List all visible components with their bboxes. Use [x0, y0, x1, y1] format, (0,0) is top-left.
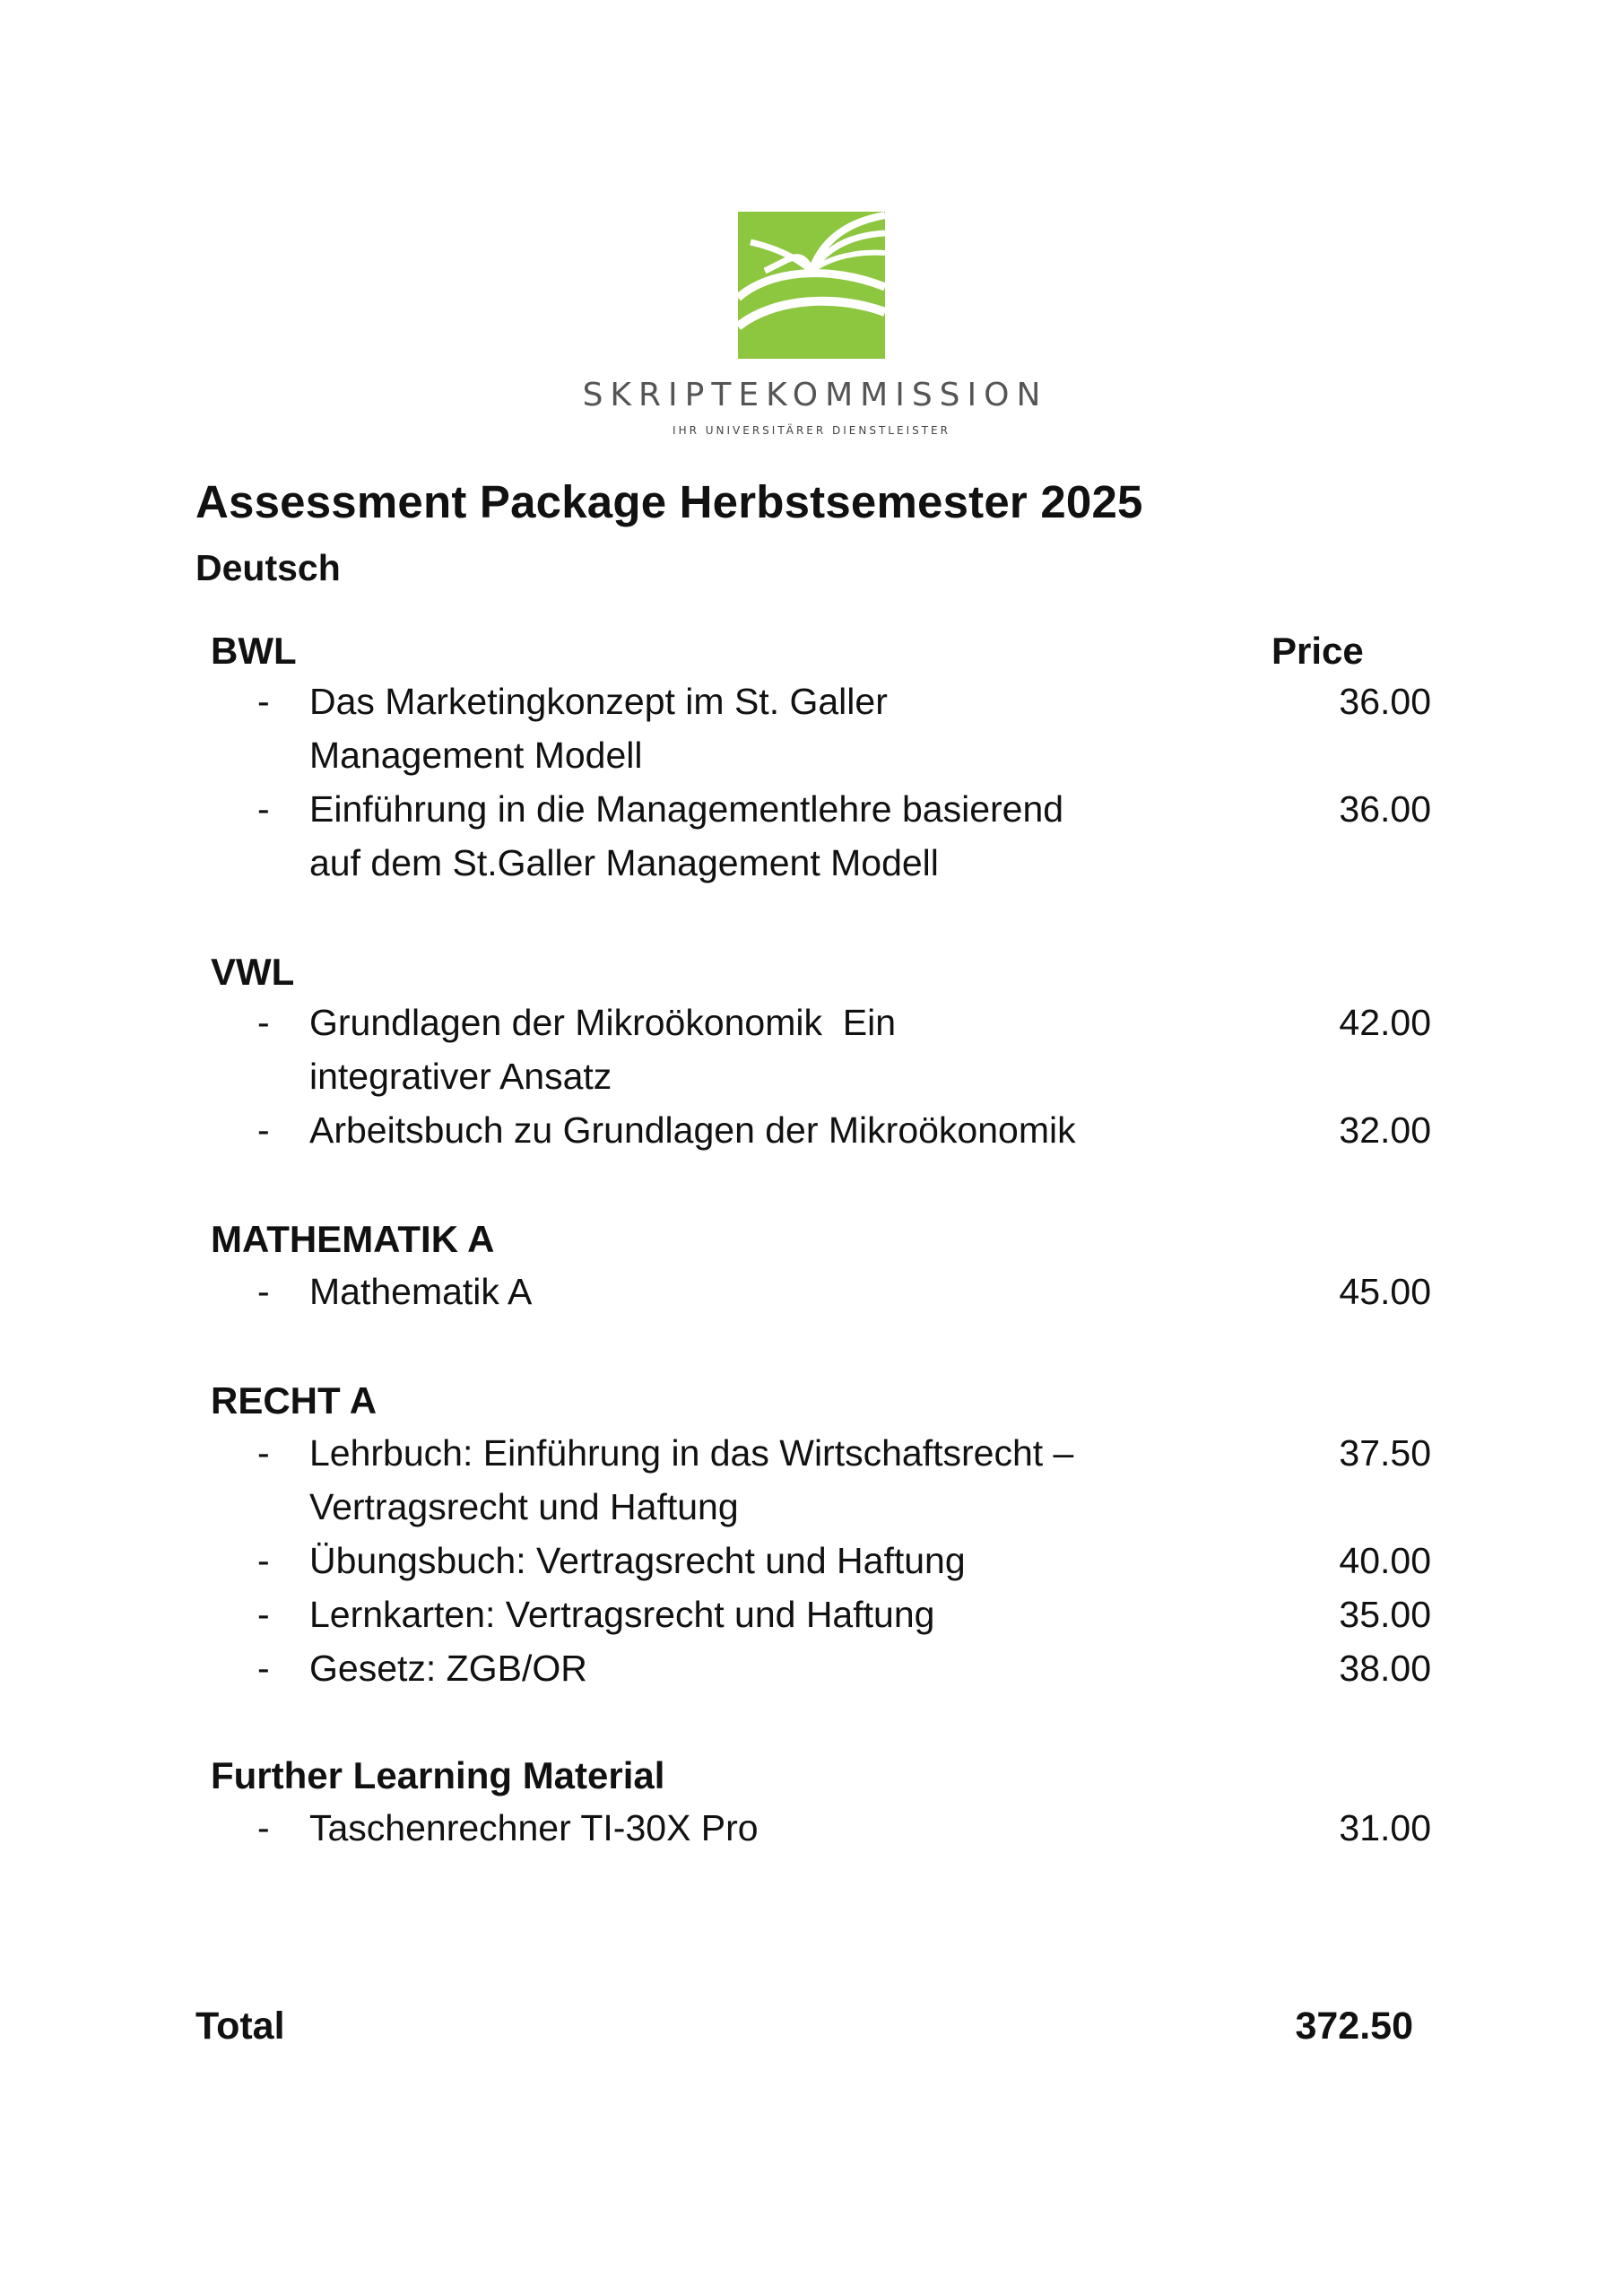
item-title	[309, 1426, 1206, 1534]
item-price: 37.50	[1339, 1432, 1431, 1474]
item-price: 45.00	[1339, 1271, 1431, 1312]
item-title-line: integrativer Ansatz	[309, 1056, 612, 1097]
item-dash: -	[257, 681, 270, 722]
item-title	[309, 1265, 1206, 1318]
item-title	[309, 1534, 1206, 1587]
price-column-header: Price	[1271, 630, 1364, 672]
item-title-line: Grundlagen der Mikroökonomik Ein	[309, 1002, 897, 1043]
item-title-line: Vertragsrecht und Haftung	[309, 1486, 739, 1527]
item-title	[309, 1103, 1206, 1157]
section-heading-vwl: VWL	[211, 951, 295, 993]
item-title-line: Übungsbuch: Vertragsrecht und Haftung	[309, 1540, 966, 1581]
section-heading-bwl: BWL	[211, 630, 297, 672]
logo	[0, 212, 1623, 437]
item-dash: -	[257, 788, 270, 830]
item-title	[309, 1641, 1206, 1695]
item-dash: -	[257, 1594, 270, 1635]
item-dash: -	[257, 1271, 270, 1312]
item-dash: -	[257, 1109, 270, 1151]
total-label: Total	[195, 2005, 285, 2048]
item-price: 42.00	[1339, 1002, 1431, 1043]
item-dash: -	[257, 1648, 270, 1689]
total-value: 372.50	[1295, 2005, 1413, 2048]
section-heading-mathematik-a: MATHEMATIK A	[211, 1218, 495, 1260]
item-price: 32.00	[1339, 1109, 1431, 1151]
item-dash: -	[257, 1540, 270, 1581]
item-price: 36.00	[1339, 788, 1431, 830]
section-heading-further-learning-material: Further Learning Material	[211, 1754, 665, 1796]
item-title-line: Taschenrechner TI-30X Pro	[309, 1807, 759, 1848]
item-title-line: Mathematik A	[309, 1271, 533, 1312]
item-price: 35.00	[1339, 1594, 1431, 1635]
item-title-line: Gesetz: ZGB/OR	[309, 1648, 587, 1689]
item-price: 38.00	[1339, 1648, 1431, 1689]
item-title-line: Einführung in die Managementlehre basierend	[309, 788, 1064, 830]
book-landscape-logo-icon	[738, 212, 885, 359]
item-price: 31.00	[1339, 1807, 1431, 1848]
item-price: 36.00	[1339, 681, 1431, 722]
language-subtitle: Deutsch	[195, 547, 341, 588]
item-title-line: Lehrbuch: Einführung in das Wirtschaftsrecht –	[309, 1432, 1074, 1474]
item-title	[309, 782, 1206, 890]
item-title	[309, 1801, 1206, 1855]
logo-tagline: IHR UNIVERSITÄRER DIENSTLEISTER	[673, 424, 950, 437]
item-title	[309, 996, 1206, 1103]
page-title: Assessment Package Herbstsemester 2025	[195, 476, 1143, 527]
item-title-line: Management Modell	[309, 735, 643, 776]
item-title	[309, 674, 1206, 782]
item-dash: -	[257, 1807, 270, 1848]
item-price: 40.00	[1339, 1540, 1431, 1581]
logo-name: SKRIPTEKOMMISSION	[582, 377, 1048, 413]
item-title-line: auf dem St.Galler Management Modell	[309, 842, 939, 883]
item-title-line: Lernkarten: Vertragsrecht und Haftung	[309, 1594, 935, 1635]
item-dash: -	[257, 1432, 270, 1474]
item-title-line: Arbeitsbuch zu Grundlagen der Mikroökonomik	[309, 1109, 1076, 1151]
section-heading-recht-a: RECHT A	[211, 1379, 378, 1422]
item-title	[309, 1587, 1206, 1641]
item-title-line: Das Marketingkonzept im St. Galler	[309, 681, 888, 722]
item-dash: -	[257, 1002, 270, 1043]
